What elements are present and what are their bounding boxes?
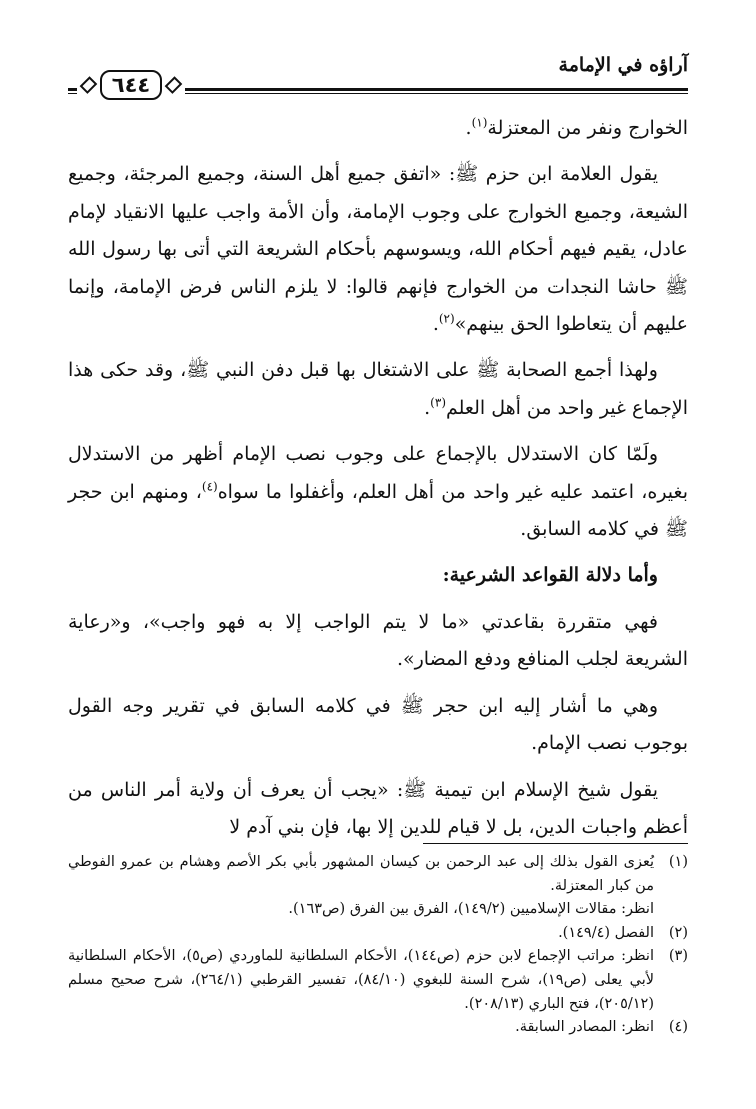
footnote-line: الفصل (١٤٩/٤).	[558, 924, 654, 941]
footnote-3	[68, 945, 688, 1016]
footnote-2	[68, 922, 688, 946]
footnote-number: (٣)	[668, 948, 688, 965]
footnote-1	[68, 851, 688, 922]
footnotes	[68, 851, 688, 1040]
paragraph-ibn-taymiyya-quote: يقول شيخ الإسلام ابن تيمية ﷺ: «يجب أن يعرف أن ولاية أمر الناس من أعظم واجبات الدين، بل لا قيام للدين إلا بها، فإن بني آدم لا	[68, 778, 688, 838]
footnote-ref[interactable]: (٣)	[430, 395, 446, 410]
footnote-line: انظر: مراتب الإجماع لابن حزم (ص١٤٤)، الأحكام السلطانية للماوردي (ص٥)، الأحكام السلطانية لأبي يعلى (ص١٩)، شرح السنة للبغوي (٨٤/١٠)، تفسير القرطبي (٢٦٤/١)، شرح صحيح مسلم (٢٠٥/١٢)، فتح الباري (٢٠٨/١٣).	[68, 948, 655, 1012]
diamond-ornament-icon	[80, 76, 98, 94]
footnote-line: انظر: المصادر السابقة.	[515, 1019, 654, 1036]
paragraph-1: الخوارج ونفر من المعتزلة$^{(١)}$.	[465, 115, 688, 139]
page-number-ornament	[77, 68, 185, 102]
paragraph-companions-consensus: ولهذا أجمع الصحابة ﷺ على الاشتغال بها قبل دفن النبي ﷺ، وقد حكى هذا الإجماع غير واحد من أهل العلم$^{(٣)}$.	[68, 359, 688, 419]
paragraph-consensus-argument: ولَمّا كان الاستدلال بالإجماع على وجوب نصب الإمام أظهر من الاستدلال بغيره، اعتمد عليه غير واحد من أهل العلم، وأغفلوا ما سواه$^{(٤)}$، ومنهم ابن حجر ﷺ في كلامه السابق.	[68, 443, 688, 541]
main-text	[68, 110, 688, 855]
footnote-number: (٢)	[668, 924, 688, 941]
footnote-line: انظر: مقالات الإسلاميين (١٤٩/٢)، الفرق بين الفرق (ص١٦٣).	[288, 901, 654, 918]
paragraph-ibn-hazm-quote: يقول العلامة ابن حزم ﷺ: «اتفق جميع أهل السنة، وجميع المرجئة، وجميع الشيعة، وجميع الخوارج على وجوب الإمامة، وأن الأمة واجب عليها الانقياد لإمام عادل، يقيم فيهم أحكام الله، ويسوسهم بأحكام الشريعة التي أتى بها رسول الله ﷺ حاشا النجدات من الخوارج فإنهم قالوا: لا يلزم الناس فرض الإمامة، وإنما عليهم أن يتعاطوا الحق بينهم»$^{(٢)}$.	[68, 163, 688, 336]
page-number: ٦٤٤	[100, 70, 162, 100]
paragraph-ibn-hajar-reference: وهي ما أشار إليه ابن حجر ﷺ في كلامه السابق في تقرير وجه القول بوجوب نصب الإمام.	[68, 694, 688, 755]
section-heading: وأما دلالة القواعد الشرعية:	[442, 564, 658, 587]
paragraph-legal-maxims: فهي متقررة بقاعدتي «ما لا يتم الواجب إلا به فهو واجب»، و«رعاية الشريعة لجلب المنافع ودفع المضار».	[68, 610, 688, 671]
footnote-number: (٤)	[668, 1019, 688, 1036]
footnote-4	[68, 1016, 688, 1040]
footnote-ref[interactable]: (٢)	[438, 311, 455, 326]
footnote-ref[interactable]: (١)	[471, 115, 488, 130]
diamond-ornament-icon	[165, 76, 183, 94]
footnote-line: يُعزى القول بذلك إلى عبد الرحمن بن كيسان المشهور بأبي بكر الأصم وهشام بن عمرو الفوطي من كبار المعتزلة.	[68, 854, 654, 894]
footnote-separator	[423, 843, 688, 844]
running-title: آراؤه في الإمامة	[558, 54, 688, 76]
footnote-number: (١)	[668, 854, 688, 870]
footnote-ref[interactable]: (٤)	[201, 479, 218, 494]
